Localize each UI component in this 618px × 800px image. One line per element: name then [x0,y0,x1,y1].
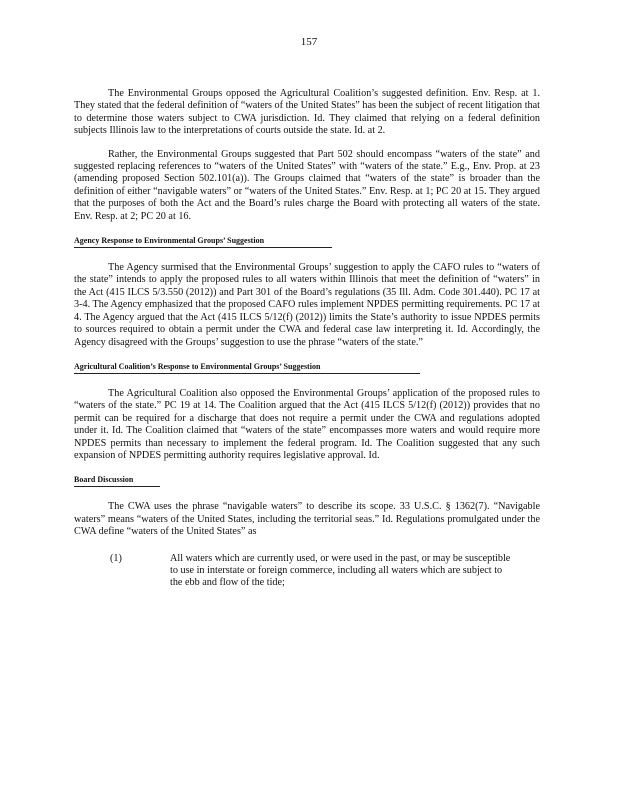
document-body [74,88,540,590]
paragraph-agency-surmised: The Agency surmised that the Environmental Groups’ suggestion to apply the CAFO rules to “waters of the state” intends to apply the proposed rules to all waters within Illinois that meet the definition of “waters” in the Act (415 ILCS 5/3.550 (2012)) and Part 301 of the Board’s regulations (35 Ill. Adm. Code 301.440). PC 17 at 3-4. The Agency emphasized that the proposed CAFO rules implement NPDES permitting requirements. PC 17 at 4. The Agency argued that the Act (415 ILCS 5/12(f) (2012)) limits the State’s authority to issue NPDES permits to sources required to obtain a permit under the CWA and federal case law interpreting it. Id. Accordingly, the Agency disagreed with the Groups’ suggestion to use the phrase “waters of the state.” [74,262,540,348]
paragraph-environmental-groups-opposed: The Environmental Groups opposed the Agricultural Coalition’s suggested definition. Env. Resp. at 1. They stated that the federal definition of “waters of the United States” has been the subject of recent litigation that to determine those waters subject to CWA jurisdiction. Id. They claimed that relying on a federal definition subjects Illinois law to the interpretations of courts outside the state. Id. at 2. [74,88,540,137]
list-item-number: (1) [110,552,122,564]
heading-board-discussion: Board Discussion [74,475,160,487]
list-item [74,553,540,590]
list-item-text: All waters which are currently used, or were used in the past, or may be susceptible to use in interstate or foreign commerce, including all waters which are subject to the ebb and flow of the tide; [170,552,511,589]
heading-agency-response: Agency Response to Environmental Groups’ Suggestion [74,236,332,248]
page-number: 157 [300,36,318,48]
heading-coalition-response: Agricultural Coalition’s Response to Environmental Groups’ Suggestion [74,362,420,374]
paragraph-coalition-opposed: The Agricultural Coalition also opposed the Environmental Groups’ application of the proposed rules to “waters of the state.” PC 19 at 14. The Coalition argued that the Act (415 ILCS 5/12(f) (2012)) provides that no permit can be required for a discharge that does not require a permit under the CWA and regulations adopted under it. Id. The Coalition claimed that “waters of the state” encompasses more waters and would require more NPDES permits than necessary to implement the federal program. Id. The Coalition suggested that any such expansion of NPDES permitting authority requires legislative approval. Id. [74,387,540,461]
paragraph-cwa-scope: The CWA uses the phrase “navigable waters” to describe its scope. 33 U.S.C. § 1362(7). “Navigable waters” means “waters of the United States, including the territorial seas.” Id. Regulations promulgated under the CWA define “waters of the United States” as [74,501,540,538]
paragraph-environmental-groups-suggested: Rather, the Environmental Groups suggested that Part 502 should encompass “waters of the state” and suggested replacing references to “waters of the United States” with “waters of the state.” E.g., Env. Prop. at 23 (amending proposed Section 502.101(a)). The Groups claimed that “waters of the state” is broader than the definition of either “navigable waters” or “waters of the United States.” Env. Resp. at 1; PC 20 at 15. They argued that the purposes of both the Act and the Board’s rules charge the Board with protecting all waters of the state. Env. Resp. at 2; PC 20 at 16. [74,148,540,222]
